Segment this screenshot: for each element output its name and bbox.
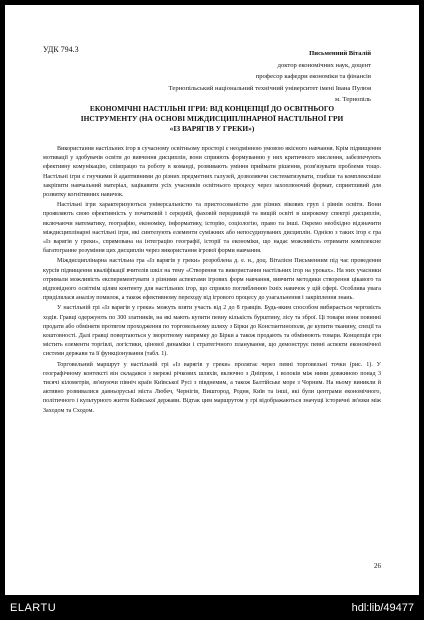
article-body	[43, 145, 381, 417]
author-degree: доктор економічних наук, доцент	[277, 61, 371, 69]
page-number: 26	[374, 562, 381, 570]
repository-name: ELARTU	[10, 602, 57, 614]
author-position: професор кафедри економіки та фінансів	[255, 73, 371, 80]
title-line: «ІЗ ВАРЯГІВ У ГРЕКИ»)	[169, 124, 255, 134]
author-name: Письменний Віталій	[309, 50, 371, 57]
title-line: ІНСТРУМЕНТУ (НА ОСНОВІ МІЖДИСЦИПЛІНАРНОЇ НАСТІЛЬНОЇ ГРИ	[80, 114, 344, 124]
body-paragraph: Торговельний маршрут у настільній грі «Із варягів у греки» пролягає через певні торговельні точки (рис. 1). У географічному контексті він складався з мережі річкових шляхів, включно з Дніпром, і волоків між ними довжиною понад 3 тисячі кілометрів, зв'язуючи північ країн Київської Русі з півднемим, а також Балтійське море з Чорним. На ньому виникли й активно розвивалися давньоруські міста Любеч, Чернігів, Вишгород, Родня, Київ та інші, які були центрами економічного, політичного і культурного життя Київської держави. Відтак цим маршрутом у грі відображаються значущі історичні зв'язки між Заходом та Сходом.	[43, 361, 381, 414]
author-block	[169, 48, 371, 106]
udk-code: УДК 794.3	[43, 45, 79, 54]
body-paragraph: Міждисциплінарна настільна гра «Із варягів у греки» розроблена д. е. н., доц. Віталієм Письменним під час проведення курсів підвищення кваліфікації вчителів шкіл на тему «Створення та використання настільних ігор на уроках». На них учасники отримали можливість експериментувати з різними аспектами ігрових форм навчання, вивчити методики створення цікавого та відповідного освітнім цілям контенту для настільних ігор, що сприяло поглибленню їхніх навичок у цій сфері. Особлива увага приділялася аналізу помилок, а також ефективному переходу від ігрового процесу до узагальнення і закріплення знань.	[43, 258, 381, 302]
handle-id: hdl:lib/49477	[351, 602, 414, 614]
article-title	[43, 104, 381, 135]
document-page	[5, 5, 419, 595]
body-paragraph: Настільні ігри характеризуються універсальністю та пристосованістю для різних вікових груп і рівнів освіти. Вони проявляють свою ефективність у початковій і середній, фаховій передвищій та вищій освіті в широкому спектрі дисциплін, включаючи математику, географію, економіку, інформатику, історію, соціологію, право та інші. Окремо необхідно відзначити міждисциплінарні настільні ігри, які синтезують елементи суміжних або непосудизуваних дисциплін. Однією з таких ігор є гра «Із варягів у греки», спрямована на інтеграцію географії, історії та економіки, що надає можливість отримати комплексне багатогранне розуміння цих дисциплін через використання ігрової форми навчання.	[43, 202, 381, 255]
author-institution: Тернопільський національний технічний університет імені Івана Пулюя	[168, 84, 371, 92]
repository-footer	[0, 597, 424, 620]
body-paragraph: У настільній грі «Із варягів у греки» можуть взяти участь від 2 до 8 гравців. Будь-яким способом вибирається черговість ходів. Гравці одержують по 300 златників, на які мають купити певну кількість бурштину, лісу та зброї. Ці товари вони повинні продати або обміняти протягом проходження по торговельному шляху з Бірки до Константинополя, де купити тканину, спеції та коштовності. Далі гравці повертаються у зворотному напрямку до Бірки а також продають та обмінюють товари. Концепція гри містить елементи торгівлі, логістики, цінової динаміки і стратегічного планування, що демонструє певні аспекти економічної системи держави та її функціонування (табл. 1).	[43, 305, 381, 358]
author-city: м. Тернопіль	[335, 96, 371, 103]
body-paragraph: Використання настільних ігор в сучасному освітньому просторі є неодмінною умовою якісного навчання. Крім підвищення мотивації у здобувачів освіти до вивчення дисциплін, вони сприяють формуванню у них критичного мислення, забезпечують ефективну комунікацію, співпрацю та роботу в команді, розвивають уміння приймати рішення, розв'язувати проблеми тощо. Настільні ігри є гнучкими й адаптивними до різних предметних галузей, дозволяючи систематизувати, глибше та комплексніше закріпити навчальний матеріал, зацікавити усіх учасників освітнього процесу через захоплюючий формат, сприятливий для розвитку когнітивних навичок.	[43, 146, 381, 199]
title-line: ЕКОНОМІЧНІ НАСТІЛЬНІ ІГРИ: ВІД КОНЦЕПЦІЇ ДО ОСВІТНЬОГО	[89, 104, 335, 113]
